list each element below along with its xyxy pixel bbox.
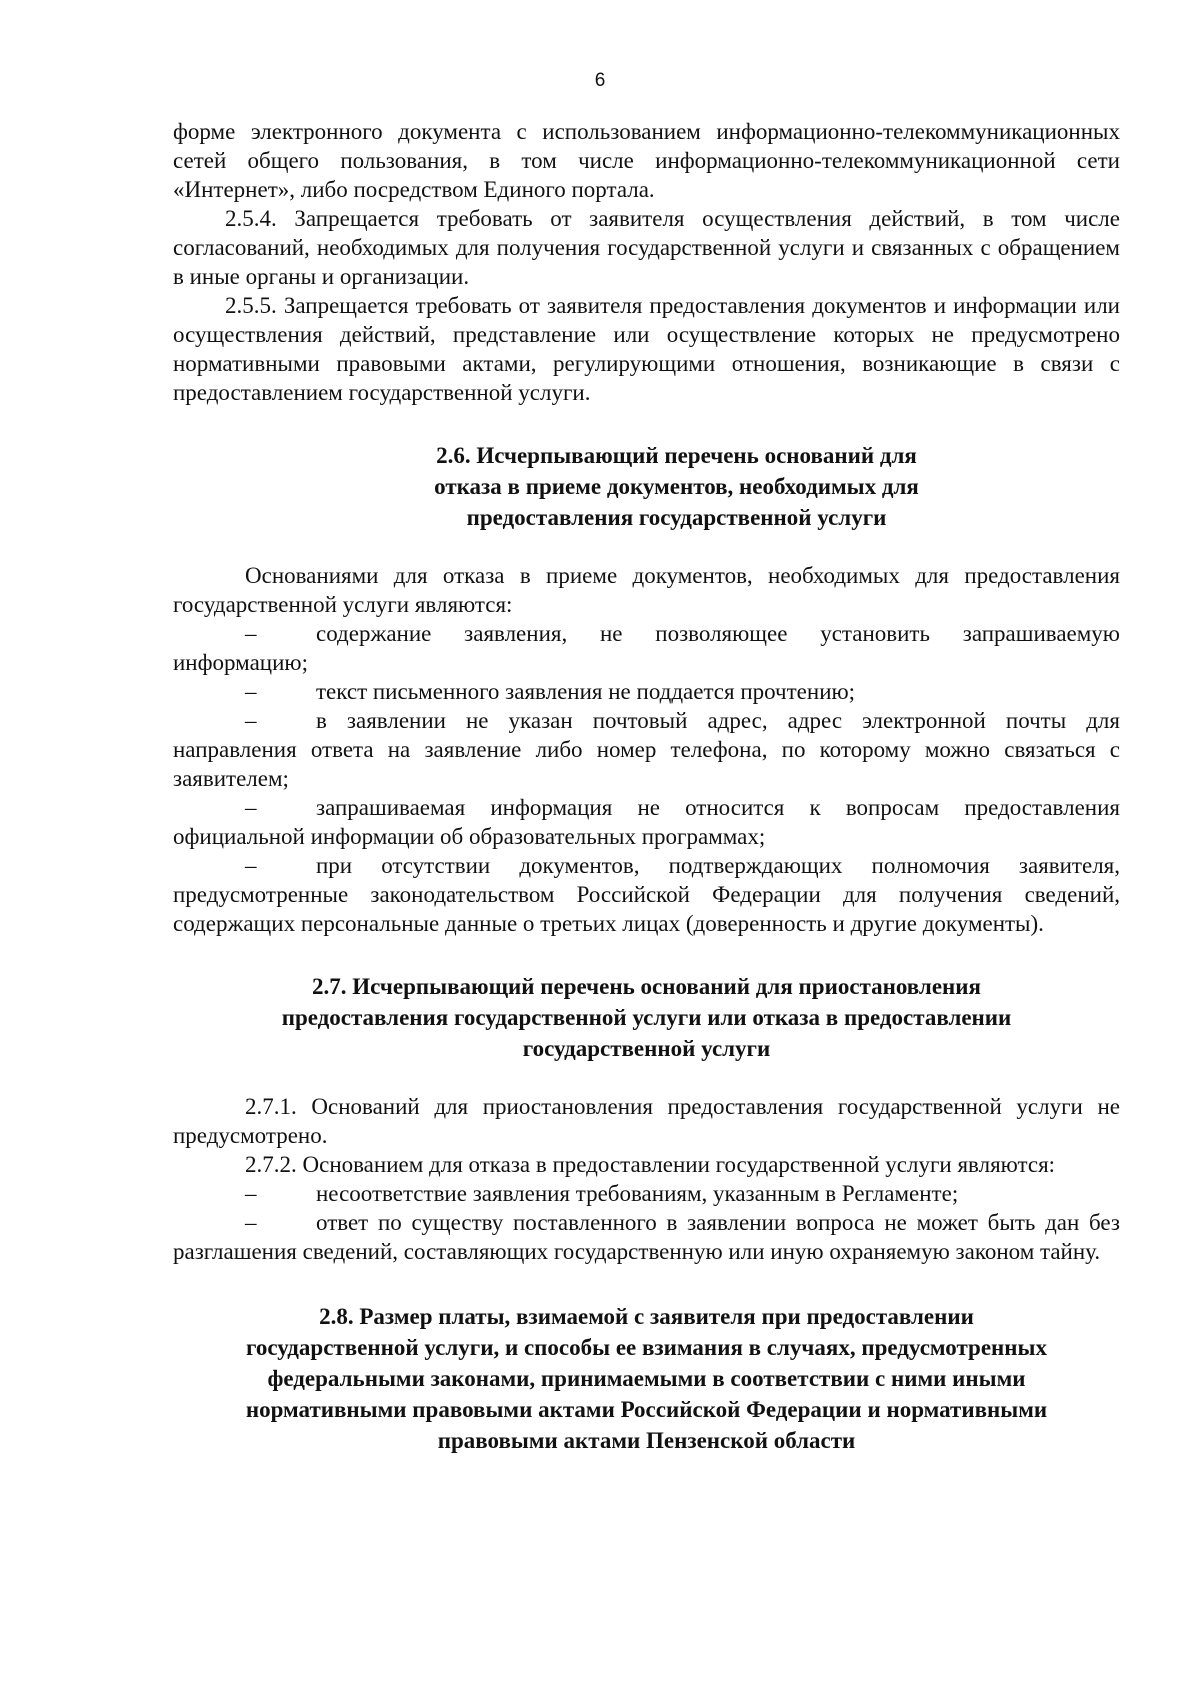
section-2-6-intro: Основаниями для отказа в приеме документов, необходимых для предоставления государственной услуги являются:	[173, 563, 1120, 617]
dash-marker: –	[245, 621, 257, 646]
section-2-7-title	[173, 971, 1120, 1064]
list-item-text: запрашиваемая информация не относится к вопросам предоставления официальной информации об образовательных программах;	[173, 795, 1120, 849]
section-2-8-title-line: государственной услуги, и способы ее взимания в случаях, предусмотренных	[245, 1335, 1048, 1360]
section-2-7-list	[173, 1179, 1120, 1266]
paragraph-2-5-4: 2.5.4. Запрещается требовать от заявителя осуществления действий, в том числе согласований, необходимых для получения государственной услуги и связанных с обращением в иные органы и организации.	[173, 206, 1120, 289]
dash-marker: –	[245, 679, 257, 704]
list-item	[173, 619, 1120, 677]
section-2-6-title-line: отказа в приеме документов, необходимых для	[434, 474, 919, 499]
section-2-6-title-line: 2.6. Исчерпывающий перечень оснований для	[436, 443, 917, 468]
list-item-text: текст письменного заявления не поддается прочтению;	[316, 679, 856, 704]
section-2-6-title-line: предоставления государственной услуги	[466, 505, 887, 530]
section-2-8-title-line: 2.8. Размер платы, взимаемой с заявителя при предоставлении	[319, 1304, 974, 1329]
section-2-8-title-line: нормативными правовыми актами Российской Федерации и нормативными	[245, 1397, 1048, 1422]
dash-marker: –	[245, 1181, 257, 1206]
list-item-text: при отсутствии документов, подтверждающих полномочия заявителя, предусмотренные законодательством Российской Федерации для получения сведений, содержащих персональные данные о третьих лицах (доверенность и другие документы).	[173, 853, 1120, 936]
list-item-text: в заявлении не указан почтовый адрес, адрес электронной почты для направления ответа на заявление либо номер телефона, по которому можно связаться с заявителем;	[173, 708, 1120, 791]
list-item	[173, 793, 1120, 851]
dash-marker: –	[245, 795, 257, 820]
list-item-text: ответ по существу поставленного в заявлении вопроса не может быть дан без разглашения сведений, составляющих государственную или иную охраняемую законом тайну.	[173, 1210, 1120, 1264]
section-2-8-title-line: правовыми актами Пензенской области	[437, 1428, 856, 1453]
section-2-7-title-line: 2.7. Исчерпывающий перечень оснований для приостановления	[312, 974, 981, 999]
dash-marker: –	[245, 708, 257, 733]
section-2-7-title-line: предоставления государственной услуги или отказа в предоставлении	[281, 1005, 1012, 1030]
paragraph-2-7-1: 2.7.1. Оснований для приостановления предоставления государственной услуги не предусмотрено.	[173, 1094, 1120, 1148]
list-item	[173, 1179, 1120, 1208]
dash-marker: –	[245, 1210, 257, 1235]
list-item	[173, 1208, 1120, 1266]
section-2-8-title-line: федеральными законами, принимаемыми в соответствии с ними иными	[267, 1366, 1026, 1391]
section-2-8-title	[173, 1301, 1120, 1456]
intro-paragraph: форме электронного документа с использованием информационно-телекоммуникационных сетей общего пользования, в том числе информационно-телекоммуникационной сети «Интернет», либо посредством Единого портала.	[173, 119, 1120, 202]
list-item	[173, 706, 1120, 793]
section-2-7-title-line: государственной услуги	[522, 1036, 771, 1061]
paragraph-2-7-2: 2.7.2. Основанием для отказа в предоставлении государственной услуги являются:	[245, 1152, 1056, 1177]
list-item	[173, 851, 1120, 938]
list-item	[173, 677, 1120, 706]
list-item-text: несоответствие заявления требованиям, указанным в Регламенте;	[316, 1181, 959, 1206]
document-body	[173, 117, 1120, 1456]
page-number: 6	[594, 70, 606, 91]
section-2-6-title	[173, 440, 1120, 533]
section-2-6-list	[173, 619, 1120, 938]
paragraph-2-5-5: 2.5.5. Запрещается требовать от заявителя предоставления документов и информации или осуществления действий, представление или осуществление которых не предусмотрено нормативными правовыми актами, регулирующими отношения, возникающие в связи с предоставлением государственной услуги.	[173, 293, 1120, 405]
list-item-text: содержание заявления, не позволяющее установить запрашиваемую информацию;	[173, 621, 1120, 675]
dash-marker: –	[245, 853, 257, 878]
